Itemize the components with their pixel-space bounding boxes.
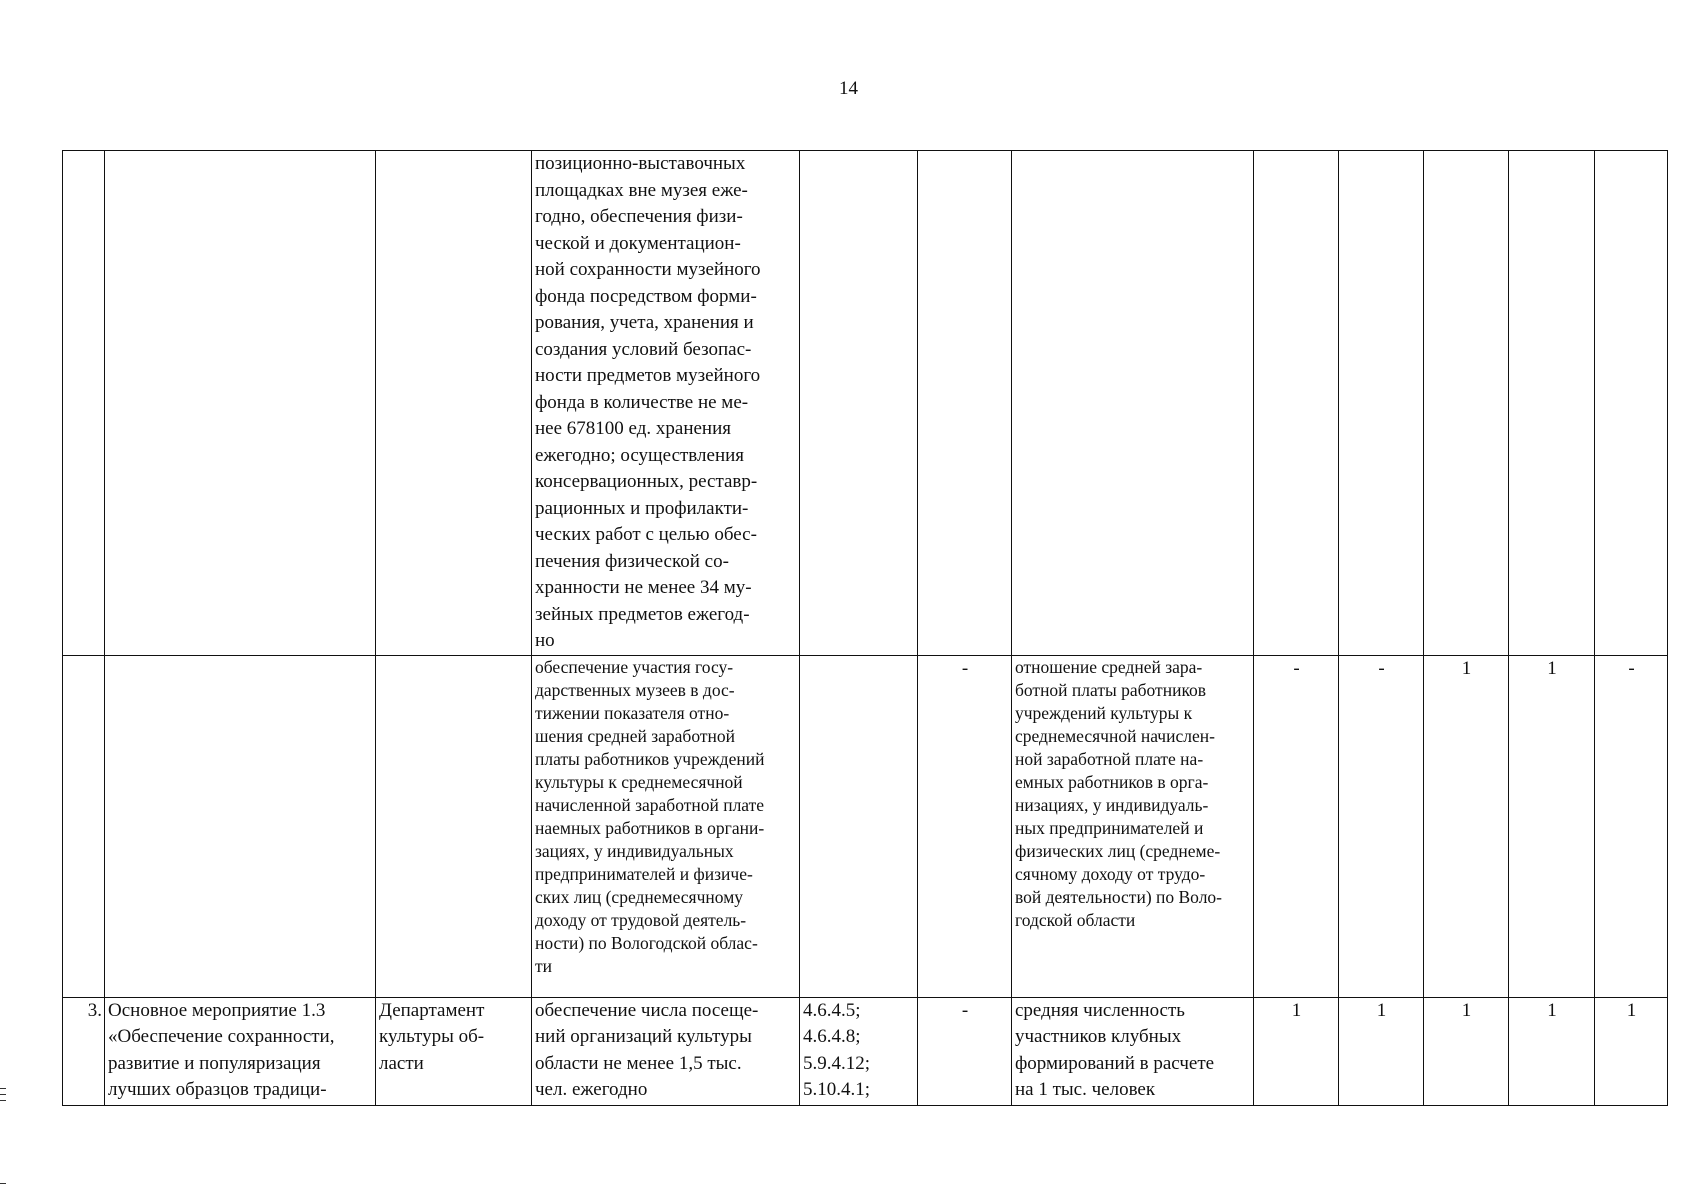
cell-result: обеспечение числа посеще- ний организаций культуры области не менее 1,5 тыс. чел. ежегодно (532, 997, 800, 1105)
scan-edge-mark (0, 1100, 6, 1101)
cell-year-1: - (1254, 655, 1339, 997)
table-row (63, 151, 1668, 656)
cell-link: - (918, 997, 1012, 1105)
cell-measure: Основное мероприятие 1.3 «Обеспечение сохранности, развитие и популяризация лучших образцов традици- (105, 997, 376, 1105)
cell-executor (376, 151, 532, 656)
cell-codes (800, 151, 918, 656)
cell-year-3: 1 (1424, 655, 1509, 997)
page-number: 14 (839, 78, 858, 99)
cell-indicator: отношение средней зара- ботной платы работников учреждений культуры к среднемесячной начислен- ной заработной плате на- емных работников в орга- низациях, у индивидуаль- ных предпринимателей и физических лиц (среднеме- сячному доходу от трудо- вой деятельности) по Воло- годской области (1012, 655, 1254, 997)
cell-year-3: 1 (1424, 997, 1509, 1105)
scan-edge-mark (0, 1088, 6, 1089)
cell-year-5 (1595, 151, 1668, 656)
cell-year-1 (1254, 151, 1339, 656)
cell-year-1: 1 (1254, 997, 1339, 1105)
cell-result: позиционно-выставочных площадках вне музея еже- годно, обеспечения физи- ческой и документацион- ной сохранности музейного фонда посредством форми- рования, учета, хранения и создания условий безопас- ности предметов музейного фонда в количестве не ме- нее 678100 ед. хранения ежегодно; осуществления консервационных, реставр- рационных и профилакти- ческих работ с целью обес- печения физической со- хранности не менее 34 му- зейных предметов ежегод- но (532, 151, 800, 656)
cell-year-2: 1 (1339, 997, 1424, 1105)
cell-year-4: 1 (1509, 655, 1595, 997)
cell-year-2: - (1339, 655, 1424, 997)
table-row (63, 655, 1668, 997)
cell-year-4 (1509, 151, 1595, 656)
cell-year-5: 1 (1595, 997, 1668, 1105)
scan-edge-mark (0, 1094, 6, 1095)
cell-codes: 4.6.4.5; 4.6.4.8; 5.9.4.12; 5.10.4.1; (800, 997, 918, 1105)
table-row (63, 997, 1668, 1105)
cell-num: 3. (63, 997, 105, 1105)
cell-result: обеспечение участия госу- дарственных музеев в дос- тижении показателя отно- шения средней заработной платы работников учреждений культуры к среднемесячной начисленной заработной плате наемных работников в органи- зациях, у индивидуальных предпринимателей и физиче- ских лиц (среднемесячному доходу от трудовой деятель- ности) по Вологодской облас- ти (532, 655, 800, 997)
cell-codes (800, 655, 918, 997)
cell-executor: Департамент культуры об- ласти (376, 997, 532, 1105)
cell-measure (105, 151, 376, 656)
cell-year-3 (1424, 151, 1509, 656)
cell-num (63, 151, 105, 656)
cell-num (63, 655, 105, 997)
cell-link: - (918, 655, 1012, 997)
cell-link (918, 151, 1012, 656)
program-table (62, 150, 1668, 1106)
cell-indicator: средняя численность участников клубных формирований в расчете на 1 тыс. человек (1012, 997, 1254, 1105)
cell-measure (105, 655, 376, 997)
cell-year-2 (1339, 151, 1424, 656)
cell-year-4: 1 (1509, 997, 1595, 1105)
scan-edge-mark (0, 1183, 6, 1184)
cell-executor (376, 655, 532, 997)
cell-year-5: - (1595, 655, 1668, 997)
cell-indicator (1012, 151, 1254, 656)
